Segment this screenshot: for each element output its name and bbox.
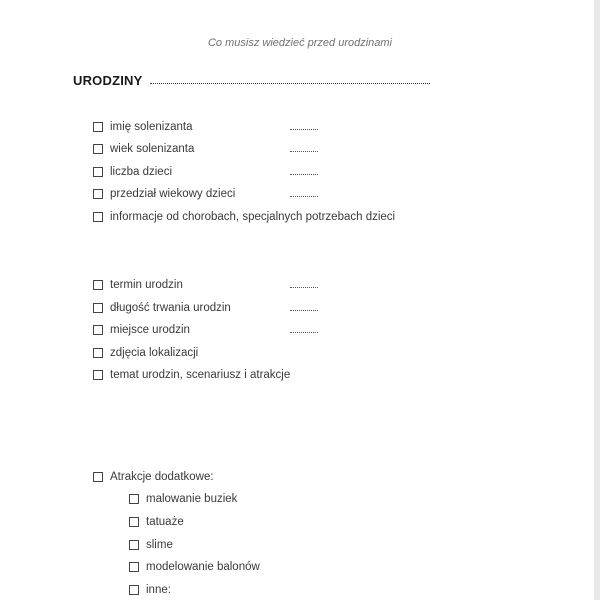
checklist-item[interactable] bbox=[93, 187, 235, 201]
sub-checklist-item-label: tatuaże bbox=[146, 516, 184, 528]
checklist-item[interactable] bbox=[93, 301, 231, 315]
sub-checklist-item-label: malowanie buziek bbox=[146, 493, 238, 505]
checkbox[interactable] bbox=[129, 540, 139, 550]
extra-attractions-item[interactable] bbox=[93, 470, 214, 484]
sub-checklist-item[interactable] bbox=[129, 560, 260, 574]
fill-in-blank[interactable] bbox=[290, 120, 318, 134]
checklist-item[interactable] bbox=[93, 210, 395, 224]
checkbox[interactable] bbox=[129, 494, 139, 504]
checklist-item[interactable] bbox=[93, 120, 192, 134]
checkbox[interactable] bbox=[93, 370, 103, 380]
fill-in-blank[interactable] bbox=[290, 301, 318, 315]
checklist-item[interactable] bbox=[93, 278, 183, 292]
sub-checklist-item-label: inne: bbox=[146, 584, 171, 596]
checkbox[interactable] bbox=[93, 303, 103, 313]
checkbox[interactable] bbox=[93, 167, 103, 177]
checkbox[interactable] bbox=[129, 562, 139, 572]
fill-in-blank[interactable] bbox=[290, 165, 318, 179]
sub-checklist-item[interactable] bbox=[129, 538, 173, 552]
checklist-item[interactable] bbox=[93, 323, 190, 337]
title-fill-line bbox=[150, 83, 430, 84]
checklist-item-label: zdjęcia lokalizacji bbox=[110, 347, 199, 359]
checkbox[interactable] bbox=[93, 212, 103, 222]
checkbox[interactable] bbox=[93, 472, 103, 482]
fill-in-blank[interactable] bbox=[290, 142, 318, 156]
extra-attractions-label: Atrakcje dodatkowe: bbox=[110, 471, 214, 483]
checklist-item-label: liczba dzieci bbox=[110, 166, 172, 178]
checkbox[interactable] bbox=[93, 122, 103, 132]
checklist-item[interactable] bbox=[93, 368, 290, 382]
checklist-item-label: termin urodzin bbox=[110, 279, 183, 291]
checkbox[interactable] bbox=[93, 144, 103, 154]
sub-checklist-item[interactable] bbox=[129, 583, 171, 597]
checklist-item-label: imię solenizanta bbox=[110, 121, 193, 133]
checkbox[interactable] bbox=[93, 348, 103, 358]
checklist-item-label: temat urodzin, scenariusz i atrakcje bbox=[110, 369, 291, 381]
checkbox[interactable] bbox=[129, 585, 139, 595]
page-title: URODZINY bbox=[73, 73, 143, 88]
checkbox[interactable] bbox=[93, 325, 103, 335]
checklist-item[interactable] bbox=[93, 165, 172, 179]
fill-in-blank[interactable] bbox=[290, 323, 318, 337]
page-subtitle: Co musisz wiedzieć przed urodzinami bbox=[207, 37, 392, 49]
fill-in-blank[interactable] bbox=[290, 278, 318, 292]
fill-in-blank[interactable] bbox=[290, 187, 318, 201]
checklist-item-label: długość trwania urodzin bbox=[110, 302, 231, 314]
checklist-item-label: informacje od chorobach, specjalnych potrzebach dzieci bbox=[110, 211, 396, 223]
checklist-item-label: wiek solenizanta bbox=[110, 143, 195, 155]
checklist-item-label: miejsce urodzin bbox=[110, 324, 190, 336]
checklist-item-label: przedział wiekowy dzieci bbox=[110, 188, 236, 200]
sub-checklist-item[interactable] bbox=[129, 515, 184, 529]
checkbox[interactable] bbox=[93, 189, 103, 199]
checkbox[interactable] bbox=[93, 280, 103, 290]
sub-checklist-item-label: slime bbox=[146, 539, 173, 551]
checklist-item[interactable] bbox=[93, 346, 198, 360]
sub-checklist-item[interactable] bbox=[129, 492, 237, 506]
sub-checklist-item-label: modelowanie balonów bbox=[146, 561, 260, 573]
checkbox[interactable] bbox=[129, 517, 139, 527]
checklist-item[interactable] bbox=[93, 142, 194, 156]
page-edge bbox=[594, 0, 600, 600]
